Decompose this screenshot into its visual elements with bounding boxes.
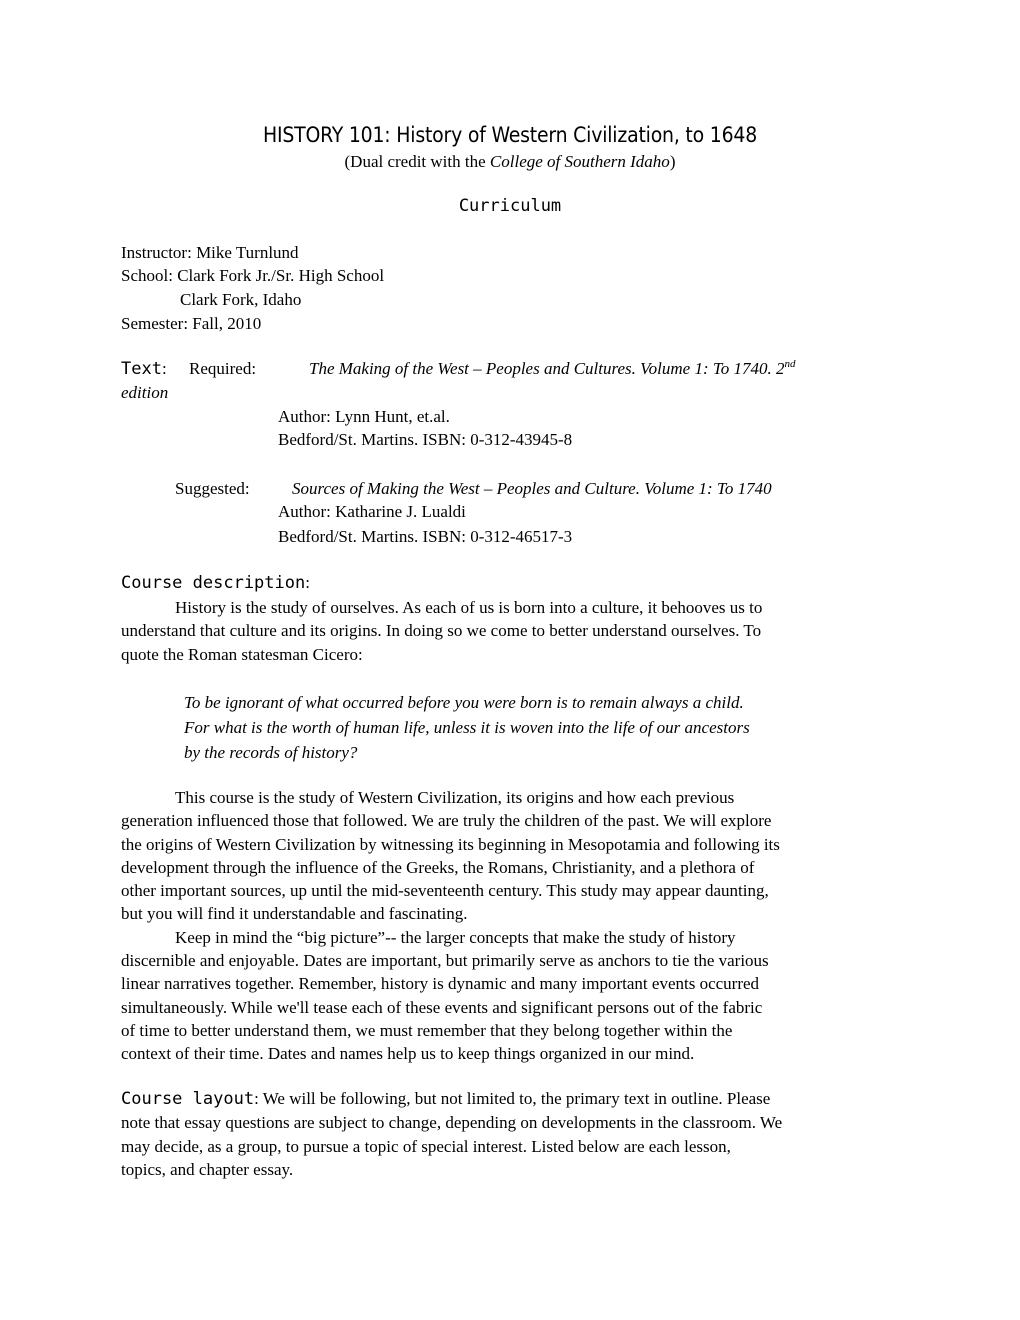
paragraph-line: context of their time. Dates and names help us to keep things organized in our mind. bbox=[121, 1044, 695, 1064]
text-colon: : bbox=[161, 359, 167, 378]
paragraph-line: generation influenced those that followed. We are truly the children of the past. We will explore bbox=[121, 811, 772, 831]
text-label: Text bbox=[121, 359, 162, 379]
suggested-author: Author: Katharine J. Lualdi bbox=[278, 502, 466, 521]
paragraph-line: other important sources, up until the mid-seventeenth century. This study may appear daunting, bbox=[121, 881, 769, 901]
suggested-label: Suggested: bbox=[175, 479, 250, 498]
required-author: Author: Lynn Hunt, et.al. bbox=[278, 407, 450, 426]
required-edition-text: edition bbox=[121, 383, 169, 402]
subtitle-suffix: ) bbox=[669, 152, 676, 171]
course-layout-first-line bbox=[121, 1087, 905, 1111]
paragraph-line: History is the study of ourselves. As each of us is born into a culture, it behooves us to bbox=[175, 598, 763, 617]
paragraph-line: linear narratives together. Remember, history is dynamic and many important events occurred bbox=[121, 974, 760, 994]
course-description-heading bbox=[121, 571, 310, 595]
cicero-quote bbox=[184, 690, 968, 765]
description-paragraph-2 bbox=[121, 786, 905, 1066]
paragraph-line: quote the Roman statesman Cicero: bbox=[121, 644, 363, 664]
paragraph-line: understand that culture and its origins. In doing so we come to better understand ourselves. To bbox=[121, 621, 762, 641]
section-heading-curriculum: Curriculum bbox=[458, 196, 562, 216]
paragraph-line: simultaneously. While we'll tease each of these events and significant persons out of the fabric bbox=[121, 997, 763, 1017]
suggested-publisher: Bedford/St. Martins. ISBN: 0-312-46517-3 bbox=[278, 527, 573, 546]
school-line: School: Clark Fork Jr./Sr. High School bbox=[121, 266, 385, 285]
subtitle-college: College of Southern Idaho bbox=[489, 152, 670, 171]
course-description-label: Course description bbox=[121, 573, 306, 593]
semester-line: Semester: Fall, 2010 bbox=[121, 314, 262, 333]
paragraph-line: may decide, as a group, to pursue a topic of special interest. Listed below are each lesson, bbox=[121, 1136, 731, 1156]
quote-line: For what is the worth of human life, unless it is woven into the life of our ancestors bbox=[184, 718, 750, 737]
paragraph-line: This course is the study of Western Civilization, its origins and how each previous bbox=[175, 788, 735, 807]
subtitle-prefix: (Dual credit with the bbox=[344, 152, 490, 171]
required-title bbox=[309, 357, 796, 380]
required-publisher: Bedford/St. Martins. ISBN: 0-312-43945-8 bbox=[278, 430, 573, 449]
paragraph-line: development through the influence of the Greeks, the Romans, Christianity, and a plethora of bbox=[121, 857, 755, 877]
suggested-title-text: Sources of Making the West – Peoples and Culture. Volume 1: To 1740 bbox=[292, 479, 772, 498]
course-layout-paragraph bbox=[121, 1087, 905, 1181]
paragraph-line: note that essay questions are subject to change, depending on developments in the classroom. We bbox=[121, 1113, 783, 1133]
instructor-line: Instructor: Mike Turnlund bbox=[121, 243, 299, 262]
paragraph-line: discernible and enjoyable. Dates are important, but primarily serve as anchors to tie the various bbox=[121, 951, 769, 971]
quote-line: To be ignorant of what occurred before you were born is to remain always a child. bbox=[184, 693, 744, 712]
paragraph-line: but you will find it understandable and fascinating. bbox=[121, 904, 468, 924]
required-label: Required: bbox=[189, 359, 257, 378]
course-description-colon: : bbox=[305, 573, 310, 592]
document-title: HISTORY 101: History of Western Civilization, to 1648 bbox=[262, 123, 758, 147]
required-title-text: The Making of the West – Peoples and Cultures. Volume 1: To 1740. 2 bbox=[309, 359, 785, 378]
location-line: Clark Fork, Idaho bbox=[180, 290, 302, 309]
text-label-line bbox=[121, 357, 167, 381]
paragraph-line: of time to better understand them, we must remember that they belong together within the bbox=[121, 1020, 733, 1040]
paragraph-line: the origins of Western Civilization by witnessing its beginning in Mesopotamia and following its bbox=[121, 834, 780, 854]
course-layout-first-text: : We will be following, but not limited to, the primary text in outline. Please bbox=[254, 1089, 771, 1108]
description-paragraph-1 bbox=[121, 596, 905, 666]
document-subtitle bbox=[0, 150, 1020, 173]
paragraph-line: topics, and chapter essay. bbox=[121, 1159, 294, 1179]
paragraph-line: Keep in mind the “big picture”-- the larger concepts that make the study of history bbox=[175, 927, 736, 947]
quote-line: by the records of history? bbox=[184, 743, 358, 762]
course-layout-label: Course layout bbox=[121, 1089, 255, 1109]
required-title-sup: nd bbox=[784, 358, 796, 370]
suggested-title bbox=[292, 477, 772, 500]
required-edition bbox=[121, 381, 168, 404]
